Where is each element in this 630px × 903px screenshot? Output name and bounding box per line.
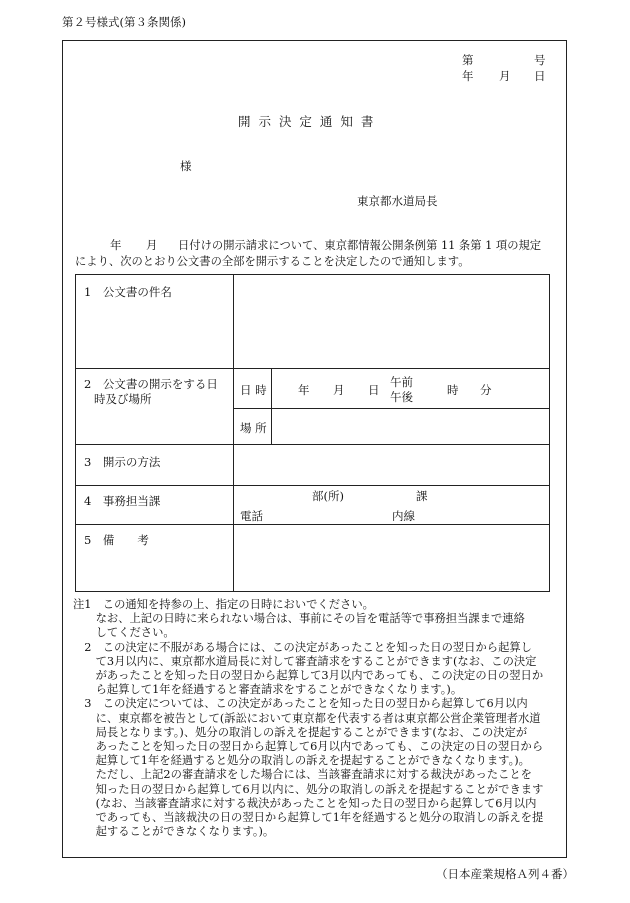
addressee-suffix: 様 bbox=[180, 159, 192, 173]
phone-label: 電話 bbox=[240, 509, 263, 523]
intro-month: 月 bbox=[146, 238, 158, 252]
note-line: あったことを知った日の翌日から起算して6月以内であっても、この決定の日の翌日から bbox=[73, 740, 544, 753]
note-line: 知った日の翌日から起算して6月以内に、処分の取消しの訴えを提起することができます bbox=[73, 782, 544, 796]
table-row-divider-3 bbox=[75, 485, 550, 486]
note-line: 3 この決定については、この決定があったことを知った日の翌日から起算して6月以内 bbox=[73, 697, 528, 711]
note-line: に、東京都を被告として(訴訟において東京都を代表する者は東京都公営企業管理者水道 bbox=[73, 711, 541, 725]
extension-label: 内線 bbox=[392, 509, 415, 523]
document-title: 開 示 決 定 通 知 書 bbox=[238, 114, 376, 129]
note-line: て3月以内に、東京都水道局長に対して審査請求をすることができます(なお、この決定 bbox=[73, 654, 537, 668]
dt-minute: 分 bbox=[480, 383, 492, 397]
table-row-divider-4 bbox=[75, 524, 550, 525]
intro-line-2: により、次のとおり公文書の全部を開示することを決定したので通知します。 bbox=[75, 255, 470, 268]
dt-month: 月 bbox=[333, 383, 345, 397]
row-datetime-place-label-line1: 2 公文書の開示をする日 bbox=[84, 377, 218, 391]
note-line: 注1 この通知を持参の上、指定の日時においでください。 bbox=[73, 598, 374, 611]
table-row-divider-1 bbox=[75, 368, 550, 369]
datetime-label: 日 時 bbox=[240, 383, 267, 397]
note-line: ら起算して1年を経過すると審査請求をすることができなくなります。)。 bbox=[73, 683, 463, 697]
place-label: 場 所 bbox=[240, 421, 267, 435]
note-line: 2 この決定に不服がある場合には、この決定があったことを知った日の翌日から起算し bbox=[73, 640, 532, 654]
date-month: 月 bbox=[499, 69, 511, 83]
row-department-label: 4 事務担当課 bbox=[84, 494, 161, 508]
note-line: があったことを知った日の翌日から起算して3月以内であっても、この決定の日の翌日か bbox=[73, 669, 544, 682]
intro-line-1: 日付けの開示請求について、東京都情報公開条例第 11 条第 1 項の規定 bbox=[178, 239, 542, 252]
date-day: 日 bbox=[534, 69, 546, 83]
table-subrow-divider bbox=[233, 408, 550, 409]
date-year: 年 bbox=[462, 69, 474, 83]
table-col-divider bbox=[233, 274, 234, 592]
note-line: なお、上記の日時に来られない場合は、事前にその旨を電話等で事務担当課まで連絡 bbox=[73, 612, 525, 626]
table-sublabel-divider bbox=[271, 368, 272, 444]
number-label-prefix: 第 bbox=[462, 53, 474, 67]
note-line: 起することができなくなります。)。 bbox=[73, 825, 275, 839]
section-label: 課 bbox=[416, 489, 428, 503]
note-line: であっても、当該裁決の日の翌日から起算して1年を経過すると処分の取消しの訴えを提 bbox=[73, 811, 544, 824]
dt-hour: 時 bbox=[447, 383, 459, 397]
dt-pm: 午後 bbox=[390, 390, 413, 404]
note-line: 起算して1年を経過すると処分の取消しの訴えを提起することができなくなります。)。 bbox=[73, 754, 530, 768]
form-label: 第２号様式(第３条関係) bbox=[62, 15, 186, 29]
issuer-name: 東京都水道局長 bbox=[357, 194, 438, 208]
note-line: してください。 bbox=[73, 626, 175, 640]
number-label-suffix: 号 bbox=[534, 53, 546, 67]
note-line: ただし、上記2の審査請求をした場合には、当該審査請求に対する裁決があったことを bbox=[73, 768, 532, 782]
row-remarks-label: 5 備 考 bbox=[84, 533, 149, 547]
row-subject-label: 1 公文書の件名 bbox=[84, 285, 172, 299]
paper-size-note: （日本産業規格Ａ列４番） bbox=[436, 867, 574, 881]
row-method-label: 3 開示の方法 bbox=[84, 455, 161, 469]
row-datetime-place-label-line2: 時及び場所 bbox=[94, 392, 152, 406]
dt-day: 日 bbox=[368, 383, 380, 397]
note-line: (なお、当該審査請求に対する裁決があったことを知った日の翌日から起算して6月以内 bbox=[73, 796, 537, 810]
dt-year: 年 bbox=[298, 383, 310, 397]
dt-am: 午前 bbox=[390, 375, 413, 389]
intro-year: 年 bbox=[110, 238, 122, 252]
note-line: 局長となります。)、処分の取消しの訴えを提起することができます(なお、この決定が bbox=[73, 725, 528, 739]
dept-label: 部(所) bbox=[312, 489, 344, 503]
table-row-divider-2 bbox=[75, 444, 550, 445]
